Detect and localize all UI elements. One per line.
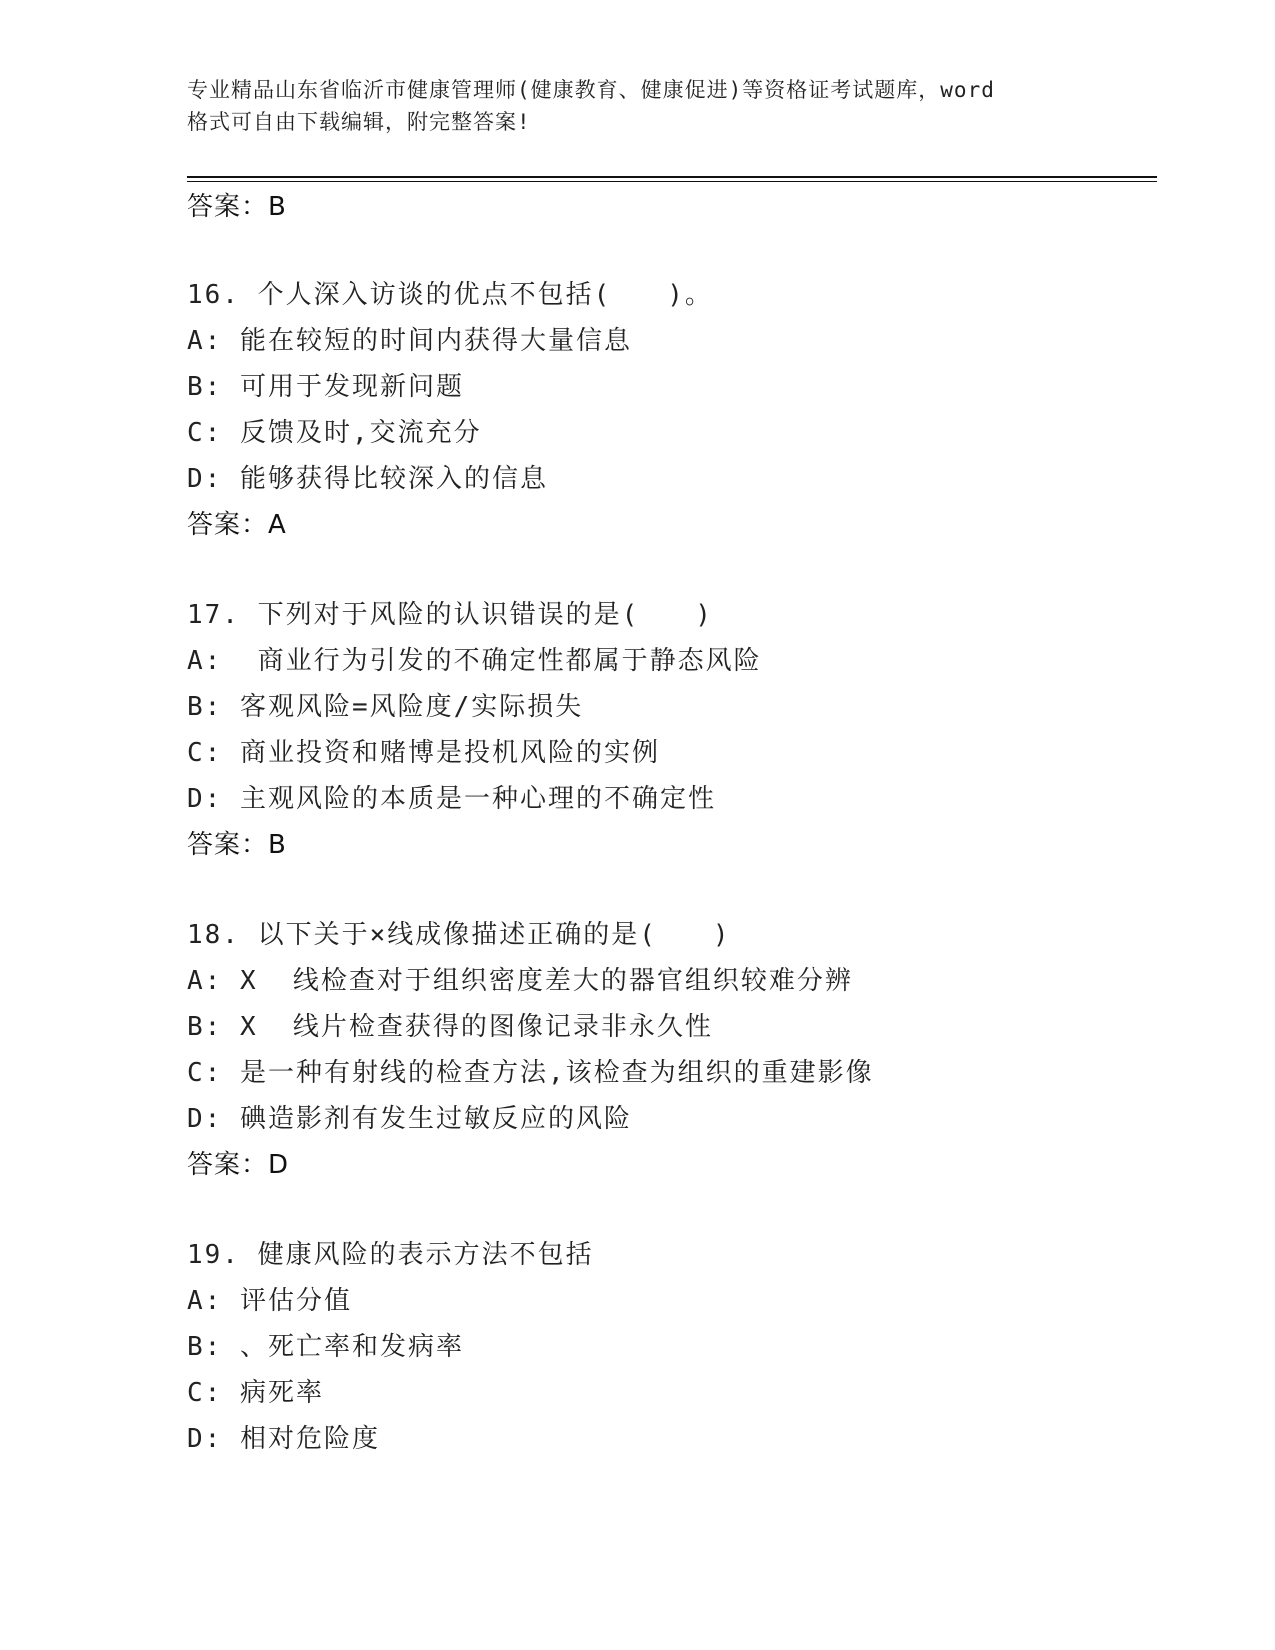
option-b: B: 可用于发现新问题	[187, 372, 464, 402]
option-c: C: 商业投资和赌博是投机风险的实例	[187, 738, 660, 768]
header-line-2: 格式可自由下载编辑，附完整答案!	[187, 110, 531, 134]
answer-label: 答案：B	[187, 192, 287, 222]
option-d: D: 主观风险的本质是一种心理的不确定性	[187, 784, 716, 814]
previous-answer-block	[187, 184, 1167, 230]
question-stem: 16. 个人深入访谈的优点不包括( )。	[187, 280, 713, 310]
option-c: C: 反馈及时,交流充分	[187, 418, 482, 448]
question-17	[187, 592, 1167, 868]
question-18	[187, 912, 1167, 1188]
option-b: B: X 线片检查获得的图像记录非永久性	[187, 1012, 713, 1042]
header-line-1: 专业精品山东省临沂市健康管理师(健康教育、健康促进)等资格证考试题库，word	[187, 78, 995, 102]
option-c: C: 是一种有射线的检查方法,该检查为组织的重建影像	[187, 1058, 874, 1088]
option-d: D: 碘造影剂有发生过敏反应的风险	[187, 1104, 632, 1134]
question-stem: 17. 下列对于风险的认识错误的是( )	[187, 600, 713, 630]
option-a: A: X 线检查对于组织密度差大的器官组织较难分辨	[187, 966, 853, 996]
option-b: B: 客观风险=风险度/实际损失	[187, 692, 584, 722]
option-a: A: 商业行为引发的不确定性都属于静态风险	[187, 646, 762, 676]
page-header	[187, 74, 1087, 138]
header-double-rule	[187, 176, 1157, 182]
question-stem: 18. 以下关于×线成像描述正确的是( )	[187, 920, 731, 950]
answer-label: 答案：D	[187, 1150, 290, 1180]
answer-label: 答案：B	[187, 830, 287, 860]
option-a: A: 评估分值	[187, 1286, 352, 1316]
option-d: D: 能够获得比较深入的信息	[187, 464, 548, 494]
option-c: C: 病死率	[187, 1378, 324, 1408]
answer-label: 答案：A	[187, 510, 287, 540]
question-19	[187, 1232, 1167, 1462]
question-stem: 19. 健康风险的表示方法不包括	[187, 1240, 594, 1270]
option-a: A: 能在较短的时间内获得大量信息	[187, 326, 632, 356]
option-b: B: 、死亡率和发病率	[187, 1332, 464, 1362]
option-d: D: 相对危险度	[187, 1424, 380, 1454]
question-16	[187, 272, 1167, 548]
